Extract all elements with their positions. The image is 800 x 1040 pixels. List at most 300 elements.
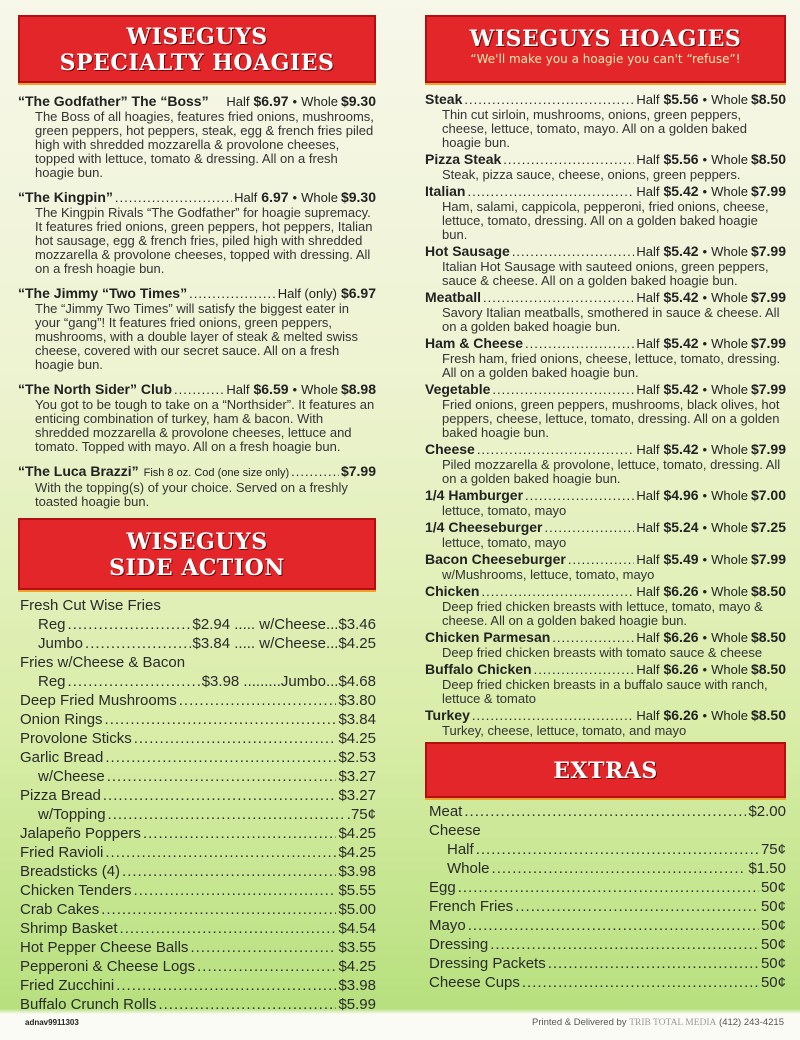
half-label: Half — [636, 552, 660, 567]
menu-item — [425, 707, 786, 738]
whole-label: Whole — [711, 244, 748, 259]
list-item — [20, 672, 376, 691]
item-description: Deep fried chicken breasts with lettuce, tomato, mayo & cheese. All on a golden baked hoagie bun. — [442, 599, 763, 628]
item-description: lettuce, tomato, mayo — [442, 503, 567, 518]
whole-price: $7.99 — [750, 551, 786, 567]
item-note: Fish 8 oz. Cod (one size only) — [143, 467, 290, 479]
whole-label: Whole — [301, 94, 338, 109]
item-price: $3.55 — [338, 939, 376, 956]
separator: • — [292, 94, 298, 109]
separator: • — [702, 630, 708, 645]
dot-leader — [483, 290, 634, 306]
item-label: Dressing — [429, 936, 489, 953]
header-line: SPECIALTY HOAGIES — [59, 50, 335, 76]
half-price: $6.26 — [663, 707, 699, 723]
half-label: Half — [636, 92, 660, 107]
dot-leader — [158, 995, 336, 1014]
separator: • — [702, 244, 708, 259]
list-item — [20, 634, 376, 653]
whole-label: Whole — [711, 662, 748, 677]
list-item — [20, 691, 376, 710]
list-item — [429, 840, 786, 859]
dot-leader — [525, 336, 634, 352]
dot-leader — [68, 615, 191, 634]
item-price: $3.98 .........Jumbo...$4.68 — [201, 673, 376, 690]
whole-label: Whole — [711, 552, 748, 567]
extras-header — [425, 742, 786, 798]
header-title: WISEGUYS HOAGIES — [469, 26, 742, 52]
item-header — [18, 381, 376, 398]
right-column — [425, 15, 786, 992]
separator: • — [702, 382, 708, 397]
half-price: $6.97 — [340, 285, 376, 301]
hoagies-header — [425, 15, 786, 83]
dot-leader — [464, 802, 746, 821]
whole-price: $7.99 — [750, 289, 786, 305]
dot-leader — [492, 859, 747, 878]
whole-label: Whole — [711, 488, 748, 503]
item-name: Chicken — [425, 583, 480, 599]
whole-label: Whole — [711, 92, 748, 107]
item-header — [425, 707, 786, 724]
ad-code: adnav9911303 — [25, 1018, 79, 1027]
whole-price: $8.50 — [750, 151, 786, 167]
dot-leader — [568, 552, 635, 568]
menu-item — [425, 91, 786, 150]
half-label: Half — [636, 152, 660, 167]
separator: • — [702, 336, 708, 351]
item-price: $3.27 — [338, 768, 376, 785]
item-header — [18, 189, 376, 206]
half-price: $5.42 — [663, 243, 699, 259]
item-label: Dressing Packets — [429, 955, 546, 972]
item-header — [425, 381, 786, 398]
item-label: w/Topping — [38, 806, 106, 823]
dot-leader — [105, 748, 336, 767]
menu-item — [425, 289, 786, 334]
item-description: The Boss of all hoagies, features fried onions, mushrooms, green peppers, hot peppers, steak, egg & french fries piled high with shredded mozzarella & provolone cheeses, topped with lettuce, tomato & dressing. All on a fresh hoagie bun. — [35, 109, 374, 180]
item-description: Fresh ham, fried onions, cheese, lettuce, tomato, dressing. All on a golden baked hoagie bun. — [442, 351, 781, 380]
separator: • — [702, 708, 708, 723]
item-price: $4.25 — [338, 844, 376, 861]
list-item — [20, 710, 376, 729]
item-header — [425, 91, 786, 108]
header-line: SIDE ACTION — [109, 555, 285, 581]
item-description: The “Jimmy Two Times” will satisfy the biggest eater in your “gang”! It features fried onions, green peppers, mushrooms, with a double layer of steak & melted swiss cheese, covered with our secret sauce. All on a fresh hoagie bun. — [35, 301, 358, 372]
dot-leader — [174, 382, 224, 398]
item-name: Italian — [425, 183, 466, 199]
list-item — [429, 878, 786, 897]
whole-price: $8.50 — [750, 707, 786, 723]
whole-label: Whole — [301, 382, 338, 397]
dot-leader — [503, 152, 634, 168]
specialty-header — [18, 15, 376, 83]
separator: • — [702, 184, 708, 199]
half-price: $6.59 — [253, 381, 289, 397]
header-subtitle: “We'll make you a hoagie you can't “refuse”! — [470, 52, 741, 66]
item-label: Pizza Bread — [20, 787, 101, 804]
dot-leader — [464, 92, 634, 108]
half-price: $5.56 — [663, 151, 699, 167]
half-label: Half — [636, 290, 660, 305]
item-header — [425, 243, 786, 260]
item-price: 50¢ — [760, 974, 786, 991]
list-item — [429, 859, 786, 878]
dot-leader — [105, 843, 336, 862]
half-price: $7.99 — [340, 463, 376, 479]
list-item — [20, 615, 376, 634]
half-label: Half — [636, 184, 660, 199]
item-label: Fried Zucchini — [20, 977, 115, 994]
list-item — [20, 843, 376, 862]
half-label: Half — [234, 190, 258, 205]
separator: • — [702, 152, 708, 167]
item-price: 50¢ — [760, 898, 786, 915]
whole-label: Whole — [711, 584, 748, 599]
item-description: Steak, pizza sauce, cheese, onions, green peppers. — [442, 167, 741, 182]
list-item — [20, 786, 376, 805]
dot-leader — [512, 244, 635, 260]
item-header — [425, 583, 786, 600]
whole-price: $7.99 — [750, 381, 786, 397]
list-item — [20, 976, 376, 995]
whole-label: Whole — [711, 708, 748, 723]
dot-leader — [105, 710, 337, 729]
list-item — [20, 995, 376, 1014]
item-description: Deep fried chicken breasts with tomato sauce & cheese — [442, 645, 763, 660]
item-price: $4.25 — [338, 825, 376, 842]
item-header — [18, 285, 376, 302]
separator: • — [702, 662, 708, 677]
dot-leader — [179, 691, 337, 710]
separator: • — [292, 190, 298, 205]
whole-price: $8.50 — [750, 629, 786, 645]
half-label: Half — [636, 708, 660, 723]
whole-price: $7.99 — [750, 335, 786, 351]
separator: • — [702, 488, 708, 503]
dot-leader — [197, 957, 336, 976]
dot-leader — [107, 767, 337, 786]
item-header — [425, 289, 786, 306]
menu-item — [425, 381, 786, 440]
list-item — [20, 938, 376, 957]
item-name: Cheese — [425, 441, 475, 457]
whole-price: $7.99 — [750, 441, 786, 457]
print-credit — [532, 1018, 784, 1028]
item-description: Ham, salami, cappicola, pepperoni, fried onions, cheese, lettuce, tomato, dressing. All on a golden baked hoagie bun. — [442, 199, 769, 242]
item-label: Buffalo Crunch Rolls — [20, 996, 157, 1013]
item-price: 50¢ — [760, 879, 786, 896]
item-description: lettuce, tomato, mayo — [442, 535, 567, 550]
item-label: Deep Fried Mushrooms — [20, 692, 177, 709]
list-item — [429, 897, 786, 916]
whole-label: Whole — [711, 336, 748, 351]
dot-leader — [515, 897, 759, 916]
dot-leader — [490, 935, 759, 954]
menu-item — [425, 335, 786, 380]
item-label: French Fries — [429, 898, 514, 915]
item-label: Jalapeño Poppers — [20, 825, 141, 842]
whole-label: Whole — [711, 184, 748, 199]
half-label: Half — [636, 630, 660, 645]
separator: • — [292, 382, 298, 397]
item-description: Turkey, cheese, lettuce, tomato, and mayo — [442, 723, 687, 738]
menu-item — [18, 381, 376, 454]
whole-price: $7.99 — [750, 183, 786, 199]
menu-item — [18, 285, 376, 372]
list-item — [20, 767, 376, 786]
item-name: Hot Sausage — [425, 243, 510, 259]
item-price: $1.50 — [748, 860, 786, 877]
item-label: Fresh Cut Wise Fries — [20, 597, 161, 614]
item-description: With the topping(s) of your choice. Served on a freshly toasted hoagie bun. — [35, 480, 348, 509]
menu-item — [425, 519, 786, 550]
half-price: $5.42 — [663, 289, 699, 305]
dot-leader — [545, 520, 635, 536]
phone: (412) 243-4215 — [719, 1017, 784, 1028]
whole-price: $7.99 — [750, 243, 786, 259]
item-name: “The Luca Brazzi” — [18, 463, 139, 479]
item-label: Whole — [447, 860, 490, 877]
dot-leader — [189, 286, 276, 302]
item-name: “The Kingpin” — [18, 189, 113, 205]
item-label: Hot Pepper Cheese Balls — [20, 939, 189, 956]
list-item — [20, 900, 376, 919]
item-label: Meat — [429, 803, 463, 820]
half-price: $5.42 — [663, 441, 699, 457]
menu-item — [425, 183, 786, 242]
item-price: 50¢ — [760, 955, 786, 972]
item-header — [425, 487, 786, 504]
half-price: 6.97 — [261, 189, 289, 205]
whole-label: Whole — [711, 152, 748, 167]
half-price: $4.96 — [663, 487, 699, 503]
item-label: w/Cheese — [38, 768, 105, 785]
item-label: Reg — [38, 673, 66, 690]
extras-list — [425, 802, 786, 992]
list-item — [429, 973, 786, 992]
hoagie-list — [425, 91, 786, 738]
item-price: 50¢ — [760, 936, 786, 953]
item-description: Piled mozzarella & provolone, lettuce, tomato, dressing. All on a golden baked hoagie bun. — [442, 457, 781, 486]
left-column — [18, 15, 376, 1014]
dot-leader — [133, 881, 336, 900]
list-item — [20, 596, 376, 615]
item-header — [425, 551, 786, 568]
separator: • — [702, 552, 708, 567]
whole-label: Whole — [711, 382, 748, 397]
item-description: Thin cut sirloin, mushrooms, onions, green peppers, cheese, lettuce, tomato, mayo. All on a golden baked hoagie bun. — [442, 107, 747, 150]
item-price: $4.25 — [338, 730, 376, 747]
item-name: Buffalo Chicken — [425, 661, 532, 677]
item-price: $3.98 — [338, 977, 376, 994]
list-item — [20, 824, 376, 843]
list-item — [20, 957, 376, 976]
dot-leader — [115, 190, 232, 206]
whole-label: Whole — [711, 520, 748, 535]
menu-item — [18, 189, 376, 276]
separator: • — [702, 584, 708, 599]
dot-leader — [522, 973, 759, 992]
whole-price: $7.25 — [750, 519, 786, 535]
item-header — [425, 519, 786, 536]
specialty-list — [18, 93, 376, 509]
half-price: $6.26 — [663, 629, 699, 645]
menu-item — [425, 243, 786, 288]
whole-label: Whole — [711, 442, 748, 457]
item-name: Ham & Cheese — [425, 335, 524, 351]
dot-leader — [477, 442, 635, 458]
item-label: Chicken Tenders — [20, 882, 132, 899]
dot-leader — [534, 662, 635, 678]
menu-item — [425, 441, 786, 486]
whole-label: Whole — [711, 290, 748, 305]
whole-price: $8.50 — [750, 583, 786, 599]
half-label: Half — [226, 94, 250, 109]
half-label: Half — [636, 488, 660, 503]
list-item — [20, 748, 376, 767]
whole-label: Whole — [301, 190, 338, 205]
dot-leader — [101, 900, 336, 919]
half-label: Half — [636, 244, 660, 259]
item-header — [425, 441, 786, 458]
dot-leader — [481, 584, 634, 600]
item-price: $3.84 — [338, 711, 376, 728]
item-description: Savory Italian meatballs, smothered in sauce & cheese. All on a golden baked hoagie bun. — [442, 305, 780, 334]
dot-leader — [476, 840, 759, 859]
dot-leader — [291, 464, 339, 480]
item-price: $2.53 — [338, 749, 376, 766]
whole-price: $8.50 — [750, 91, 786, 107]
list-item — [20, 881, 376, 900]
half-price: $6.26 — [663, 661, 699, 677]
item-price: $2.00 — [748, 803, 786, 820]
dot-leader — [525, 488, 634, 504]
item-price: 75¢ — [760, 841, 786, 858]
dot-leader — [122, 862, 336, 881]
item-description: Italian Hot Sausage with sauteed onions, green peppers, sauce & cheese. All on a golden baked hoagie bun. — [442, 259, 769, 288]
item-label: Crab Cakes — [20, 901, 100, 918]
half-label: Half — [636, 584, 660, 599]
side-list — [18, 596, 376, 1014]
item-price: $3.84 ..... w/Cheese...$4.25 — [192, 635, 376, 652]
half-price: $6.97 — [253, 93, 289, 109]
dot-leader — [552, 630, 634, 646]
item-label: Mayo — [429, 917, 466, 934]
header-line: WISEGUYS — [126, 529, 268, 555]
half-label: Half — [636, 662, 660, 677]
whole-price: $7.00 — [750, 487, 786, 503]
item-name: Chicken Parmesan — [425, 629, 551, 645]
item-description: Deep fried chicken breasts in a buffalo sauce with ranch, lettuce & tomato — [442, 677, 768, 706]
separator: • — [702, 290, 708, 305]
menu-item — [18, 93, 376, 180]
menu-item — [425, 661, 786, 706]
dot-leader — [468, 916, 759, 935]
dot-leader — [116, 976, 336, 995]
item-name: Pizza Steak — [425, 151, 502, 167]
item-name: “The North Sider” Club — [18, 381, 172, 397]
item-label: Pepperoni & Cheese Logs — [20, 958, 196, 975]
brand-logo: TRIB TOTAL MEDIA — [629, 1018, 717, 1028]
half-label: Half — [636, 382, 660, 397]
dot-leader — [103, 786, 337, 805]
item-name: 1/4 Cheeseburger — [425, 519, 543, 535]
half-label: Half (only) — [277, 286, 337, 301]
item-header — [425, 151, 786, 168]
item-price: $5.55 — [338, 882, 376, 899]
side-action-header — [18, 518, 376, 590]
whole-label: Whole — [711, 630, 748, 645]
item-label: Shrimp Basket — [20, 920, 118, 937]
item-name: “The Jimmy “Two Times” — [18, 285, 188, 301]
dot-leader — [467, 184, 634, 200]
half-price: $5.42 — [663, 335, 699, 351]
item-price: .75¢ — [346, 806, 376, 823]
item-name: Bacon Cheeseburger — [425, 551, 566, 567]
header-title: EXTRAS — [553, 758, 658, 784]
item-name: 1/4 Hamburger — [425, 487, 524, 503]
dot-leader — [190, 938, 336, 957]
item-price: $3.80 — [338, 692, 376, 709]
item-label: Cheese Cups — [429, 974, 520, 991]
printed-label: Printed & Delivered by — [532, 1017, 627, 1028]
item-label: Breadsticks (4) — [20, 863, 121, 880]
item-price: $4.54 — [338, 920, 376, 937]
half-label: Half — [636, 336, 660, 351]
list-item — [429, 821, 786, 840]
item-label: Onion Rings — [20, 711, 103, 728]
dot-leader — [458, 878, 759, 897]
item-description: You got to be tough to take on a “Northsider”. It features an enticing combination of turkey, ham & bacon. With shredded mozzarella & provolone cheeses, lettuce and tomato. Topped with mayo. All on a fresh hoagie bun. — [35, 397, 375, 454]
separator: • — [702, 520, 708, 535]
half-price: $5.24 — [663, 519, 699, 535]
item-label: Provolone Sticks — [20, 730, 132, 747]
list-item — [429, 935, 786, 954]
item-price: $5.00 — [338, 901, 376, 918]
menu-item — [425, 487, 786, 518]
separator: • — [702, 442, 708, 457]
item-name: Vegetable — [425, 381, 491, 397]
item-label: Cheese — [429, 822, 481, 839]
list-item — [20, 653, 376, 672]
menu-item — [425, 551, 786, 582]
item-name: Meatball — [425, 289, 482, 305]
item-price: $5.99 — [338, 996, 376, 1013]
menu-item — [425, 629, 786, 660]
dot-leader — [472, 708, 634, 724]
item-header — [425, 335, 786, 352]
item-header — [425, 183, 786, 200]
item-header — [425, 661, 786, 678]
whole-price: $8.50 — [750, 661, 786, 677]
list-item — [20, 919, 376, 938]
list-item — [20, 729, 376, 748]
item-label: Fries w/Cheese & Bacon — [20, 654, 186, 671]
half-price: $6.26 — [663, 583, 699, 599]
item-price: 50¢ — [760, 917, 786, 934]
item-price: $3.27 — [338, 787, 376, 804]
item-label: Jumbo — [38, 635, 84, 652]
item-label: Reg — [38, 616, 66, 633]
item-price: $4.25 — [338, 958, 376, 975]
whole-price: $9.30 — [340, 93, 376, 109]
item-price: $2.94 ..... w/Cheese...$3.46 — [192, 616, 376, 633]
item-description: w/Mushrooms, lettuce, tomato, mayo — [442, 567, 655, 582]
list-item — [20, 805, 376, 824]
dot-leader — [134, 729, 337, 748]
separator: • — [702, 92, 708, 107]
